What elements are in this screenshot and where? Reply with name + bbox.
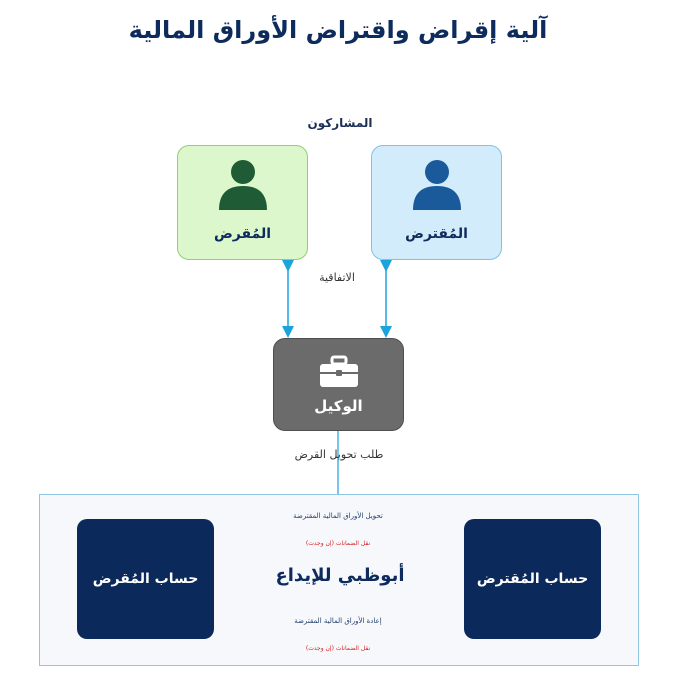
lender-account-box: حساب المُقرض [77, 519, 214, 639]
page-title: آلية إقراض واقتراض الأوراق المالية [128, 16, 548, 44]
top-flow-label: تحويل الأوراق المالية المقترضة [293, 512, 383, 520]
bottom-collateral-label: نقل الضمانات (إن وجدت) [305, 645, 371, 652]
lender-box [177, 145, 308, 260]
briefcase-icon [318, 355, 360, 389]
loan-request-label: طلب تحويل القرض [294, 448, 384, 461]
borrower-account-box: حساب المُقترض [464, 519, 601, 639]
borrower-box [371, 145, 502, 260]
agent-label: الوكيل [314, 397, 363, 415]
person-icon [412, 158, 462, 212]
bottom-flow-label: إعادة الأوراق المالية المقترضة [294, 617, 382, 625]
agreement-label: الاتفاقية [319, 271, 355, 284]
agent-box [273, 338, 404, 431]
participants-label: المشاركون [307, 116, 373, 130]
borrower-label: المُقترض [405, 226, 468, 242]
lender-label: المُقرض [213, 226, 272, 242]
person-icon [218, 158, 268, 212]
depository-name: أبوظبي للإيداع [275, 565, 405, 586]
top-collateral-label: نقل الضمانات (إن وجدت) [305, 540, 371, 547]
